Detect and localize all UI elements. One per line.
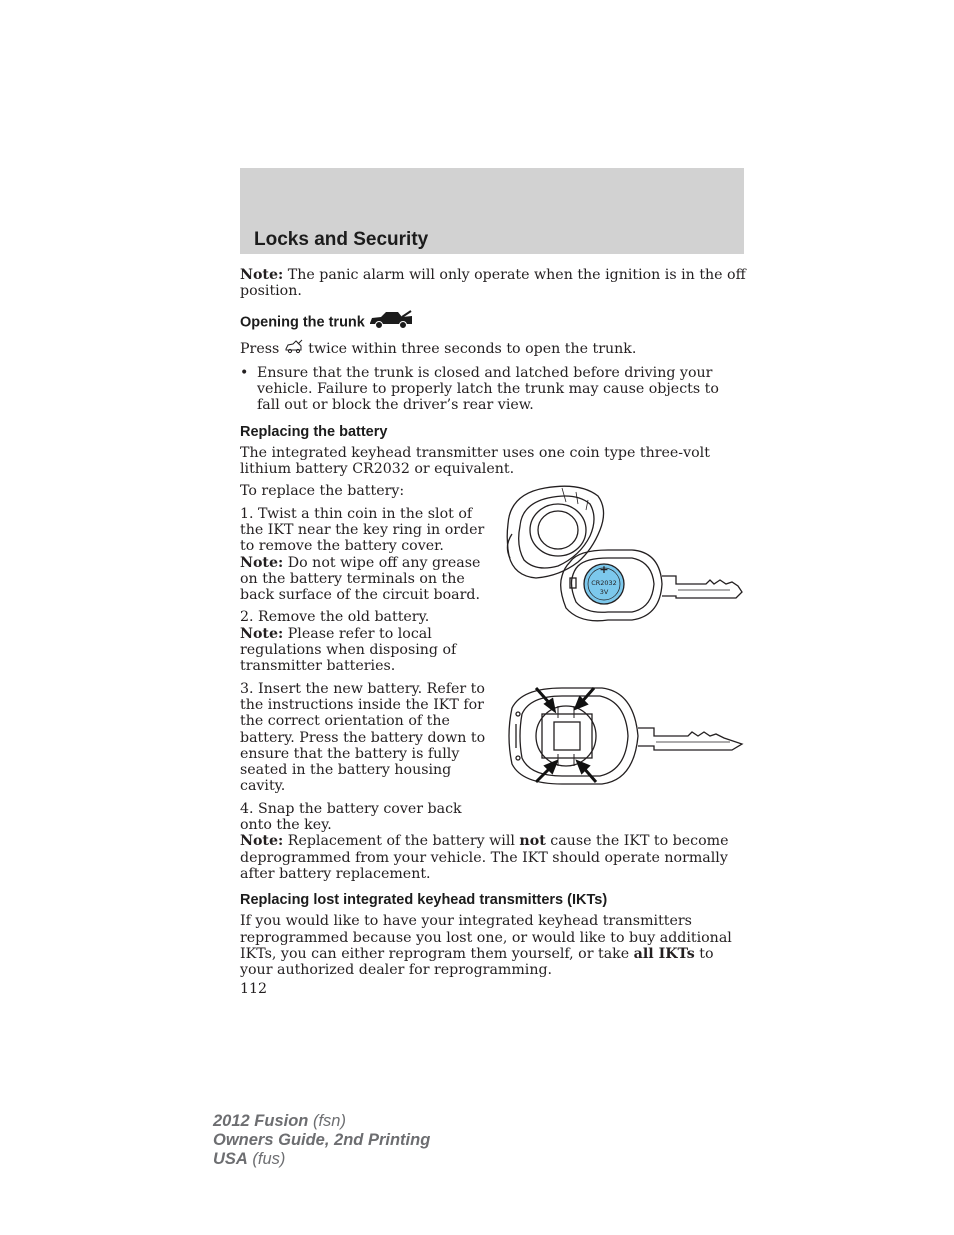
- figure-battery-terminals: [502, 684, 746, 788]
- note-label: Note:: [240, 554, 284, 571]
- heading-replacing-lost-ikts: Replacing lost integrated keyhead transmitters (IKTs): [240, 892, 608, 909]
- note-label: Note:: [240, 267, 284, 283]
- footer-market: USA: [213, 1150, 248, 1168]
- step-4: 4. Snap the battery cover back onto the key.: [240, 800, 462, 834]
- text-a: If you would like to have your integrated keyhead transmitters reprogrammed because you lost one, or would like to buy additional IKTs, you can either reprogram them yourself, or take: [240, 913, 732, 962]
- note-text-end: cause the IKT to become deprogrammed from your vehicle. The IKT should operate normally after battery replacement.: [240, 833, 729, 882]
- heading-replacing-battery: Replacing the battery: [240, 423, 388, 440]
- battery-model-label: CR2032: [591, 579, 617, 587]
- step-1-note: [240, 555, 496, 604]
- note-text: The panic alarm will only operate when the ignition is in the off position.: [240, 267, 746, 300]
- note-text: Do not wipe off any grease on the battery terminals on the back surface of the circuit board.: [240, 554, 481, 604]
- battery-voltage-label: 3V: [599, 588, 609, 596]
- trunk-bullet: [240, 365, 746, 414]
- battery-plus-sign: +: [599, 563, 609, 576]
- footer-line-1: [213, 1112, 430, 1131]
- footer-model-code: (fsn): [308, 1112, 346, 1130]
- battery-intro: The integrated keyhead transmitter uses one coin type three-volt lithium battery CR2032 or equivalent.: [240, 444, 710, 478]
- note-emphasis: not: [519, 833, 546, 850]
- document-footer: [213, 1112, 430, 1169]
- trunk-release-button-icon: [284, 339, 304, 359]
- note-text: Replacement of the battery will: [283, 833, 520, 850]
- heading-text: Opening the trunk: [240, 313, 365, 330]
- footer-model: 2012 Fusion: [213, 1112, 309, 1130]
- section-header: [240, 168, 744, 254]
- footer-line-3: [213, 1150, 430, 1169]
- replacement-note: [240, 833, 746, 882]
- to-replace: To replace the battery:: [240, 483, 405, 500]
- step-2: 2. Remove the old battery.: [240, 609, 430, 626]
- note-label: Note:: [240, 833, 284, 850]
- steps-column: [240, 506, 496, 834]
- section-title: Locks and Security: [254, 229, 429, 250]
- press-instruction: [240, 339, 746, 359]
- footer-line-2: [213, 1131, 430, 1150]
- footer-market-code: (fus): [247, 1150, 286, 1168]
- press-word: Press: [240, 340, 284, 357]
- panic-alarm-note: [240, 267, 746, 300]
- step-2-note: [240, 626, 496, 675]
- note-text: Please refer to local regulations when disposing of transmitter batteries.: [240, 625, 457, 675]
- footer-guide: Owners Guide, 2nd Printing: [213, 1131, 431, 1149]
- page-number: 112: [240, 981, 268, 998]
- heading-opening-trunk: [240, 310, 746, 335]
- press-rest: twice within three seconds to open the trunk.: [303, 340, 637, 357]
- bullet-text: Ensure that the trunk is closed and latched before driving your vehicle. Failure to properly latch the trunk may cause objects to fall out or block the driver’s rear view.: [257, 364, 719, 414]
- lost-ikts-text: [240, 913, 746, 978]
- step-3: 3. Insert the new battery. Refer to the instructions inside the IKT for the correct orientation of the battery. Press the battery down to ensure that the battery is fully seated in the battery housing cavity.: [240, 680, 486, 795]
- text-b: to your authorized dealer for reprogramming.: [240, 945, 714, 979]
- bullet-dot: •: [240, 364, 249, 381]
- figure-battery-cover-removed: [500, 484, 746, 634]
- text-emphasis: all IKTs: [633, 945, 695, 962]
- note-label: Note:: [240, 625, 284, 642]
- step-1: 1. Twist a thin coin in the slot of the IKT near the key ring in order to remove the battery cover.: [240, 505, 485, 555]
- car-trunk-icon: [369, 310, 413, 335]
